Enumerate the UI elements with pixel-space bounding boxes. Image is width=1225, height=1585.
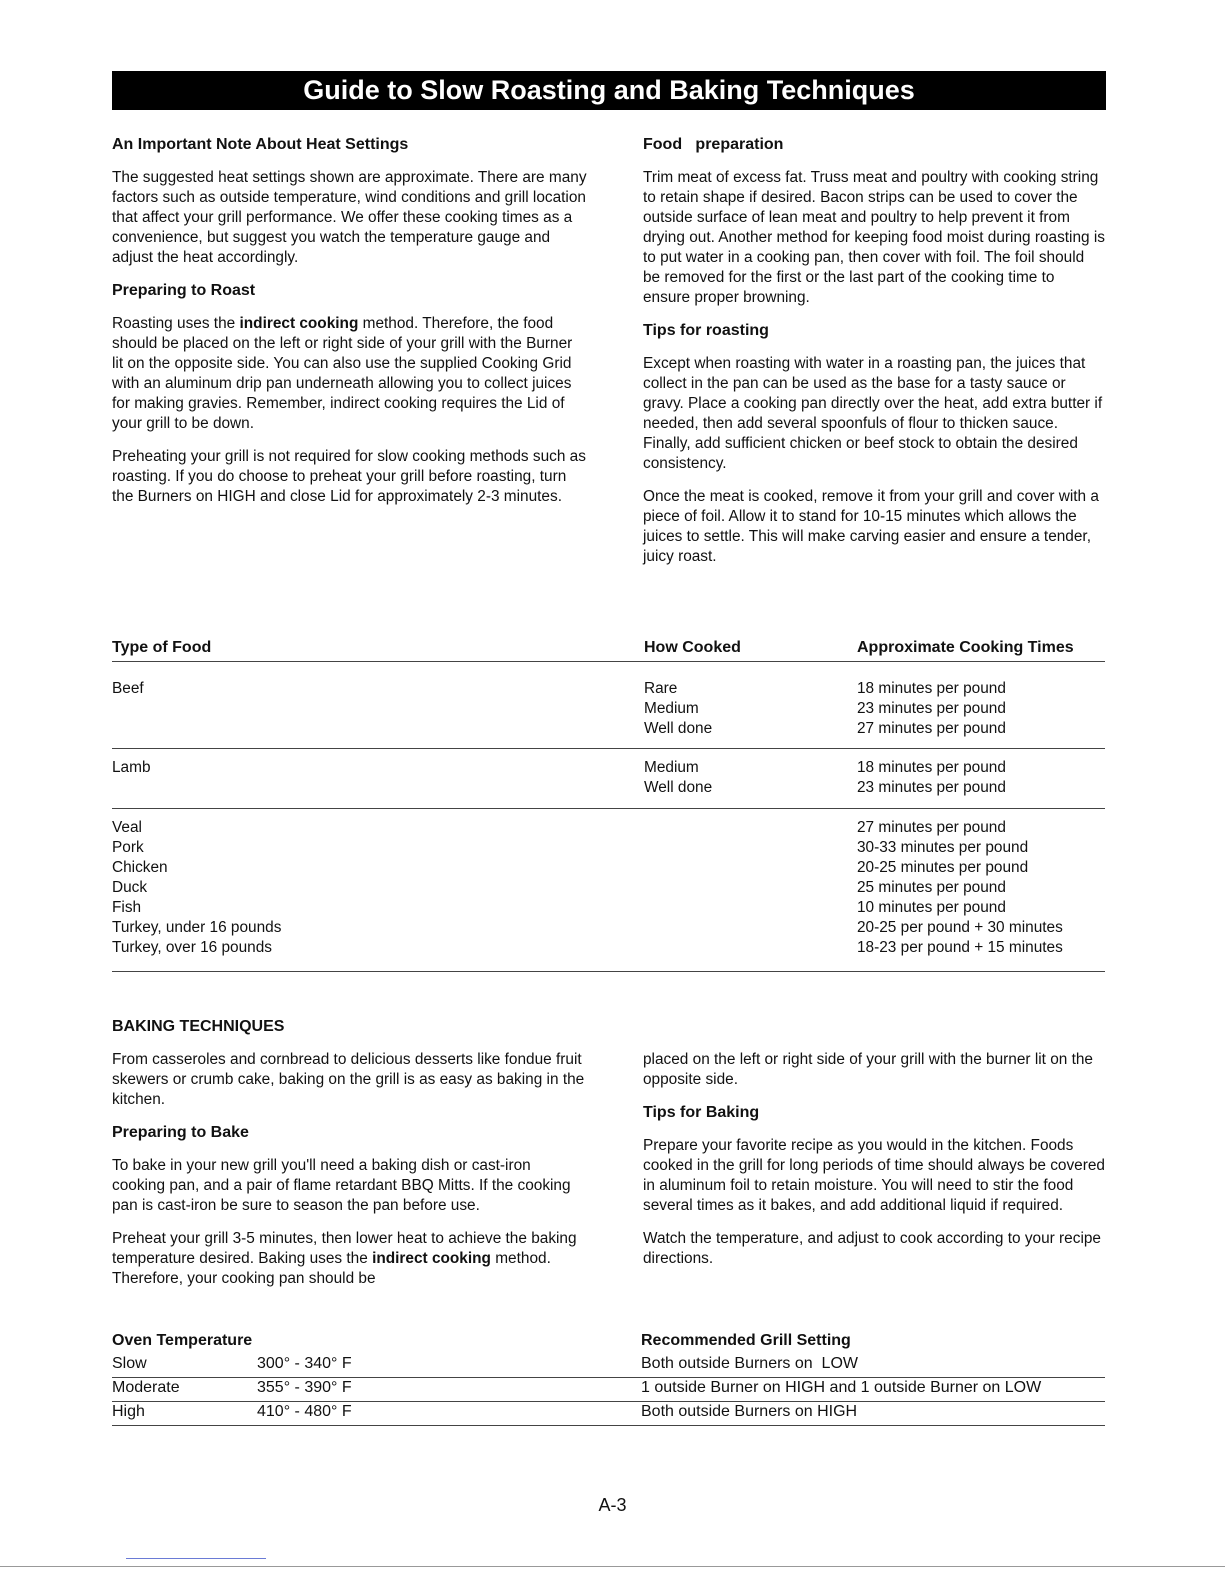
bake-text-b: method. Therefore, your cooking pan should be	[112, 1250, 551, 1287]
baking-continued-text: placed on the left or right side of your grill with the burner lit on the opposite side.	[643, 1051, 1093, 1088]
footer-link-rule	[126, 1558, 266, 1559]
grill-setting-header: Recommended Grill Setting	[641, 1332, 851, 1349]
table-row	[112, 679, 1105, 739]
row-divider	[112, 808, 1105, 809]
baking-intro: From casseroles and cornbread to delicious desserts like fondue fruit skewers or crumb cake, baking on the grill is as easy as baking in the kitchen.	[112, 1051, 585, 1108]
food-name: Lamb	[112, 759, 151, 776]
cooking-time: 23 minutes per pound	[857, 700, 1006, 717]
food-name: Duck	[112, 879, 148, 896]
roast-text-a: Roasting uses the	[112, 315, 240, 332]
page-title: Guide to Slow Roasting and Baking Techniques	[112, 71, 1106, 110]
oven-level: High	[112, 1403, 145, 1420]
cooking-time: 27 minutes per pound	[857, 819, 1006, 836]
cooking-time: 10 minutes per pound	[857, 899, 1006, 916]
header-type-of-food: Type of Food	[112, 639, 212, 656]
heat-settings-section	[112, 135, 587, 520]
cooking-time: 18-23 per pound + 15 minutes	[857, 939, 1063, 956]
header-how-cooked: How Cooked	[644, 639, 741, 656]
food-name: Beef	[112, 680, 144, 697]
cooking-time: 30-33 minutes per pound	[857, 839, 1029, 856]
food-name: Pork	[112, 839, 144, 856]
footer-divider	[0, 1566, 1225, 1567]
grill-setting: Both outside Burners on LOW	[641, 1355, 858, 1372]
roast-table-header	[112, 639, 1105, 662]
table-row	[112, 1401, 1105, 1426]
table-row	[112, 818, 1105, 960]
oven-temp: 300° - 340° F	[257, 1355, 352, 1372]
preparing-bake-paragraph-2	[112, 1229, 587, 1289]
food-name: Veal	[112, 819, 142, 836]
page-number: A-3	[598, 1495, 627, 1515]
how-cooked: Well done	[644, 779, 713, 796]
baking-heading: BAKING TECHNIQUES	[112, 1018, 285, 1035]
preparing-roast-heading: Preparing to Roast	[112, 282, 256, 299]
grill-setting: 1 outside Burner on HIGH and 1 outside Burner on LOW	[641, 1379, 1042, 1396]
heat-settings-text: The suggested heat settings shown are approximate. There are many factors such as outside temperature, wind conditions and grill location that affect your grill performance. We offer these cooking times as a convenience, but suggest you watch the temperature gauge and adjust the heat accordingly.	[112, 169, 587, 266]
row-divider	[112, 748, 1105, 749]
table-row	[112, 1353, 1105, 1378]
food-name: Fish	[112, 899, 142, 916]
how-cooked: Medium	[644, 759, 699, 776]
tips-baking-heading: Tips for Baking	[643, 1104, 760, 1121]
oven-temp-header: Oven Temperature	[112, 1332, 253, 1349]
preparing-roast-paragraph-2: Preheating your grill is not required for slow cooking methods such as roasting. If you do choose to preheat your grill before roasting, turn the Burners on HIGH and close Lid for approximately 2-3 minutes.	[112, 448, 586, 505]
header-cooking-times: Approximate Cooking Times	[857, 639, 1074, 656]
how-cooked: Rare	[644, 680, 678, 697]
preparing-bake-paragraph-1: To bake in your new grill you'll need a baking dish or cast-iron cooking pan, and a pair of flame retardant BBQ Mitts. If the cooking pan is cast-iron be sure to season the pan before use.	[112, 1157, 571, 1214]
roast-text-bold: indirect cooking	[239, 315, 359, 332]
bake-text-bold: indirect cooking	[372, 1250, 491, 1267]
cooking-time: 23 minutes per pound	[857, 779, 1006, 796]
how-cooked: Medium	[644, 700, 699, 717]
tips-baking-paragraph-2: Watch the temperature, and adjust to cook according to your recipe directions.	[643, 1230, 1101, 1267]
food-prep-section	[643, 135, 1105, 580]
oven-level: Moderate	[112, 1379, 180, 1396]
food-prep-text: Trim meat of excess fat. Truss meat and poultry with cooking string to retain shape if desired. Bacon strips can be used to cover the outside surface of lean meat and poultry to help prevent it from drying out. Another method for keeping food moist during roasting is to put water in a cooking pan, then cover with foil. The foil should be removed for the first or the last part of the cooking time to ensure proper browning.	[643, 169, 1105, 306]
cooking-time: 27 minutes per pound	[857, 720, 1006, 737]
oven-level: Slow	[112, 1355, 147, 1372]
bake-text-a: Preheat your grill 3-5 minutes, then lower heat to achieve the baking temperature desired. Baking uses the	[112, 1230, 577, 1267]
food-name: Chicken	[112, 859, 168, 876]
table-row	[112, 758, 1105, 800]
tips-roasting-paragraph-2: Once the meat is cooked, remove it from your grill and cover with a piece of foil. Allow it to stand for 10-15 minutes which allows the juices to settle. This will make carving easier and ensure a tender, juicy roast.	[643, 488, 1099, 565]
cooking-time: 18 minutes per pound	[857, 759, 1006, 776]
roast-text-b: method. Therefore, the food should be placed on the left or right side of your grill with the Burner lit on the opposite side. You can also use the supplied Cooking Grid with an aluminum drip pan underneath allowing you to collect juices for making gravies. Remember, indirect cooking requires the Lid of your grill to be down.	[112, 315, 573, 432]
preparing-bake-heading: Preparing to Bake	[112, 1124, 249, 1141]
heat-settings-heading: An Important Note About Heat Settings	[112, 136, 409, 153]
baking-section	[112, 1017, 587, 1302]
food-prep-heading: Food preparation	[643, 136, 784, 153]
cooking-time: 20-25 per pound + 30 minutes	[857, 919, 1063, 936]
oven-temp: 410° - 480° F	[257, 1403, 352, 1420]
food-name: Turkey, under 16 pounds	[112, 919, 282, 936]
cooking-time: 18 minutes per pound	[857, 680, 1006, 697]
preparing-roast-paragraph-1	[112, 314, 587, 434]
tips-roasting-paragraph-1: Except when roasting with water in a roasting pan, the juices that collect in the pan can be used as the base for a tasty sauce or gravy. Place a cooking pan directly over the heat, add extra butter if needed, then add several spoonfuls of flour to thicken sauce. Finally, add sufficient chicken or beef stock to obtain the desired consistency.	[643, 355, 1103, 472]
cooking-time: 20-25 minutes per pound	[857, 859, 1029, 876]
tips-roasting-heading: Tips for roasting	[643, 322, 769, 339]
grill-setting: Both outside Burners on HIGH	[641, 1403, 858, 1420]
table-row	[112, 1377, 1105, 1402]
tips-baking-paragraph-1: Prepare your favorite recipe as you would in the kitchen. Foods cooked in the grill for long periods of time should always be covered in aluminum foil to retain moisture. You will need to stir the food several times as it bakes, and add additional liquid if required.	[643, 1137, 1105, 1214]
row-divider	[112, 971, 1105, 972]
how-cooked: Well done	[644, 720, 713, 737]
food-name: Turkey, over 16 pounds	[112, 939, 272, 956]
baking-continued-section	[643, 1050, 1105, 1282]
cooking-time: 25 minutes per pound	[857, 879, 1006, 896]
oven-temp: 355° - 390° F	[257, 1379, 352, 1396]
